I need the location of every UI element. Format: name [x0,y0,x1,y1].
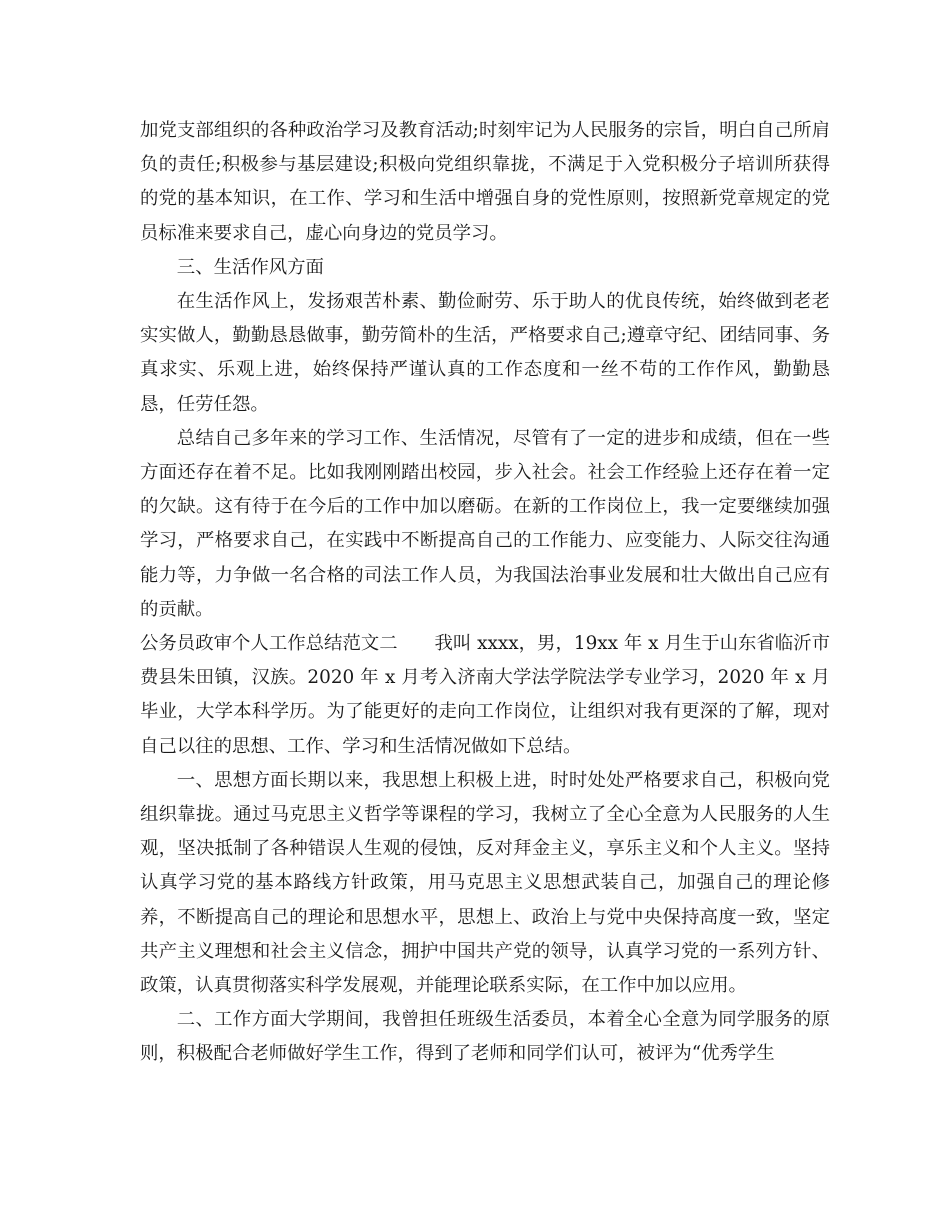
paragraph-party-study: 加党支部组织的各种政治学习及教育活动;时刻牢记为人民服务的宗旨，明白自己所肩负的责任;积极参与基层建设;积极向党组织靠拢，不满足于入党积极分子培训所获得的党的基本知识，在工作、学习和生活中增强自身的党性原则，按照新党章规定的党员标准来要求自己，虚心向身边的党员学习。 [140,120,830,244]
paragraph-sample-two-intro: 公务员政审个人工作总结范文二 我叫 xxxx，男，19xx 年 x 月生于山东省临沂市费县朱田镇，汉族。2020 年 x 月考入济南大学法学院法学专业学习，2020 年 x 月毕业，大学本科学历。为了能更好的走向工作岗位，让组织对我有更深的了解，现对自己以往的思想、工作、学习和生活情况做如下总结。 [140,633,830,757]
paragraph-ideology: 一、思想方面长期以来，我思想上积极上进，时时处处严格要求自己，积极向党组织靠拢。通过马克思主义哲学等课程的学习，我树立了全心全意为人民服务的人生观，坚决抵制了各种错误人生观的侵蚀，反对拜金主义，享乐主义和个人主义。坚持认真学习党的基本路线方针政策，用马克思主义思想武装自己，加强自己的理论修养，不断提高自己的理论和思想水平，思想上、政治上与党中央保持高度一致，坚定共产主义理想和社会主义信念，拥护中国共产党的领导，认真学习党的一系列方针、政策，认真贯彻落实科学发展观，并能理论联系实际，在工作中加以应用。 [140,769,830,997]
paragraph-lifestyle: 在生活作风上，发扬艰苦朴素、勤俭耐劳、乐于助人的优良传统，始终做到老老实实做人，勤勤恳恳做事，勤劳简朴的生活，严格要求自己;遵章守纪、团结同事、务真求实、乐观上进，始终保持严谨认真的工作态度和一丝不苟的工作作风，勤勤恳恳，任劳任怨。 [140,291,830,415]
section-heading-lifestyle: 三、生活作风方面 [176,256,324,278]
document-body [140,114,830,1072]
paragraph-work: 二、工作方面大学期间，我曾担任班级生活委员，本着全心全意为同学服务的原则，积极配合老师做好学生工作，得到了老师和同学们认可，被评为“优秀学生 [140,1009,830,1065]
paragraph-summary: 总结自己多年来的学习工作、生活情况，尽管有了一定的进步和成绩，但在一些方面还存在着不足。比如我刚刚踏出校园，步入社会。社会工作经验上还存在着一定的欠缺。这有待于在今后的工作中加以磨砺。在新的工作岗位上，我一定要继续加强学习，严格要求自己，在实践中不断提高自己的工作能力、应变能力、人际交往沟通能力等，力争做一名合格的司法工作人员，为我国法治事业发展和壮大做出自己应有的贡献。 [140,427,830,620]
